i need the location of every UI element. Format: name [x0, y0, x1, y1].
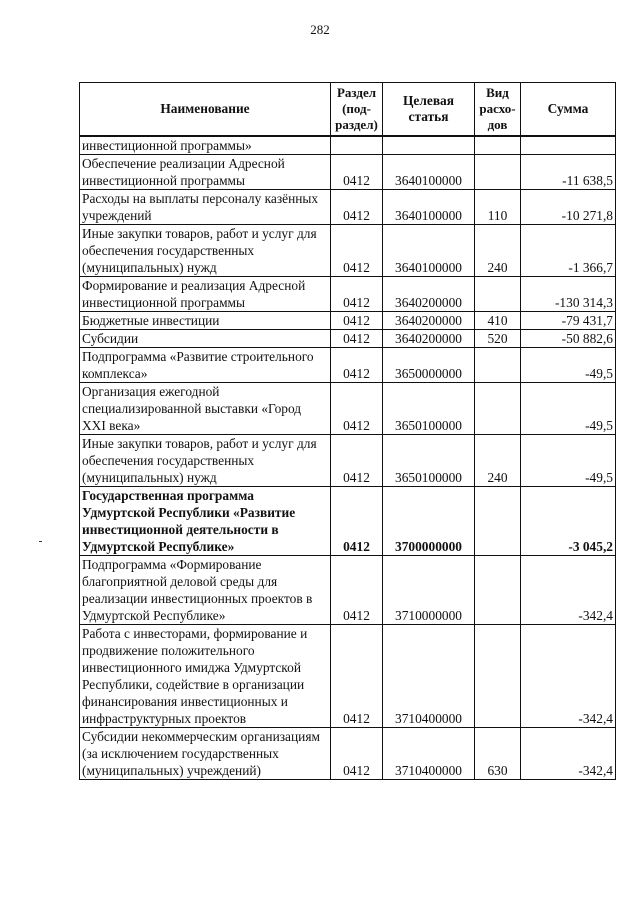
cell-target: [383, 136, 475, 155]
cell-sum: -3 045,2: [521, 487, 616, 556]
cell-name: Государственная программа Удмуртской Республики «Развитие инвестиционной деятельности в Удмуртской Республике»: [80, 487, 331, 556]
cell-name: Работа с инвесторами, формирование и продвижение положительного инвестиционного имиджа Удмуртской Республики, содействие в организации финансирования инвестиционных и инфраструктурных проектов: [80, 625, 331, 728]
table-row: [80, 225, 616, 277]
cell-kind: 240: [475, 225, 521, 277]
table-row: [80, 348, 616, 383]
cell-kind: [475, 348, 521, 383]
cell-target: 3640200000: [383, 277, 475, 312]
cell-section: 0412: [331, 155, 383, 190]
cell-target: 3640200000: [383, 312, 475, 330]
cell-section: 0412: [331, 348, 383, 383]
cell-sum: -11 638,5: [521, 155, 616, 190]
cell-name: Подпрограмма «Формирование благоприятной деловой среды для реализации инвестиционных проектов в Удмуртской Республике»: [80, 556, 331, 625]
cell-sum: -342,4: [521, 728, 616, 780]
scan-mark: [39, 541, 42, 542]
page-number: 282: [310, 22, 330, 37]
cell-kind: 410: [475, 312, 521, 330]
cell-target: 3640100000: [383, 155, 475, 190]
table-row: [80, 277, 616, 312]
cell-kind: 630: [475, 728, 521, 780]
cell-kind: [475, 136, 521, 155]
cell-name: Подпрограмма «Развитие строительного комплекса»: [80, 348, 331, 383]
header-section: Раздел (под-раздел): [331, 83, 383, 137]
cell-sum: -342,4: [521, 625, 616, 728]
cell-kind: [475, 487, 521, 556]
header-row: [80, 83, 616, 137]
cell-sum: -50 882,6: [521, 330, 616, 348]
cell-kind: 520: [475, 330, 521, 348]
cell-section: 0412: [331, 225, 383, 277]
header-target: Целевая статья: [383, 83, 475, 137]
cell-section: 0412: [331, 556, 383, 625]
table-row: [80, 728, 616, 780]
cell-name: Расходы на выплаты персоналу казённых учреждений: [80, 190, 331, 225]
cell-name: Субсидии некоммерческим организациям (за исключением государственных (муниципальных) учреждений): [80, 728, 331, 780]
cell-sum: -1 366,7: [521, 225, 616, 277]
cell-section: 0412: [331, 383, 383, 435]
cell-section: 0412: [331, 277, 383, 312]
table-row: [80, 190, 616, 225]
header-kind: Вид расхо-дов: [475, 83, 521, 137]
cell-kind: [475, 625, 521, 728]
cell-sum: -130 314,3: [521, 277, 616, 312]
cell-target: 3700000000: [383, 487, 475, 556]
cell-section: 0412: [331, 190, 383, 225]
cell-target: 3710000000: [383, 556, 475, 625]
cell-target: 3640200000: [383, 330, 475, 348]
cell-section: 0412: [331, 312, 383, 330]
cell-section: 0412: [331, 728, 383, 780]
cell-name: Обеспечение реализации Адресной инвестиционной программы: [80, 155, 331, 190]
cell-kind: 110: [475, 190, 521, 225]
table-row: [80, 312, 616, 330]
table-row: [80, 435, 616, 487]
cell-target: 3650100000: [383, 435, 475, 487]
cell-kind: [475, 277, 521, 312]
cell-kind: [475, 155, 521, 190]
table-row: [80, 487, 616, 556]
cell-section: 0412: [331, 625, 383, 728]
table-row: [80, 330, 616, 348]
header-name: Наименование: [80, 83, 331, 137]
cell-name: Иные закупки товаров, работ и услуг для обеспечения государственных (муниципальных) нужд: [80, 435, 331, 487]
cell-sum: -79 431,7: [521, 312, 616, 330]
cell-section: [331, 136, 383, 155]
cell-sum: -49,5: [521, 435, 616, 487]
cell-section: 0412: [331, 435, 383, 487]
header-sum: Сумма: [521, 83, 616, 137]
table-row: [80, 556, 616, 625]
cell-sum: -10 271,8: [521, 190, 616, 225]
cell-target: 3710400000: [383, 728, 475, 780]
cell-target: 3650000000: [383, 348, 475, 383]
cell-target: 3640100000: [383, 190, 475, 225]
cell-sum: -49,5: [521, 383, 616, 435]
cell-target: 3710400000: [383, 625, 475, 728]
budget-table: [79, 82, 616, 780]
cell-sum: [521, 136, 616, 155]
cell-sum: -49,5: [521, 348, 616, 383]
table-row: [80, 625, 616, 728]
cell-section: 0412: [331, 487, 383, 556]
table-row: [80, 136, 616, 155]
cell-target: 3640100000: [383, 225, 475, 277]
cell-kind: 240: [475, 435, 521, 487]
cell-sum: -342,4: [521, 556, 616, 625]
cell-name: Иные закупки товаров, работ и услуг для обеспечения государственных (муниципальных) нужд: [80, 225, 331, 277]
cell-name: инвестиционной программы»: [80, 136, 331, 155]
cell-kind: [475, 383, 521, 435]
cell-name: Формирование и реализация Адресной инвестиционной программы: [80, 277, 331, 312]
table-row: [80, 383, 616, 435]
cell-name: Организация ежегодной специализированной выставки «Город XXI века»: [80, 383, 331, 435]
cell-kind: [475, 556, 521, 625]
table-row: [80, 155, 616, 190]
cell-name: Бюджетные инвестиции: [80, 312, 331, 330]
cell-section: 0412: [331, 330, 383, 348]
cell-target: 3650100000: [383, 383, 475, 435]
cell-name: Субсидии: [80, 330, 331, 348]
